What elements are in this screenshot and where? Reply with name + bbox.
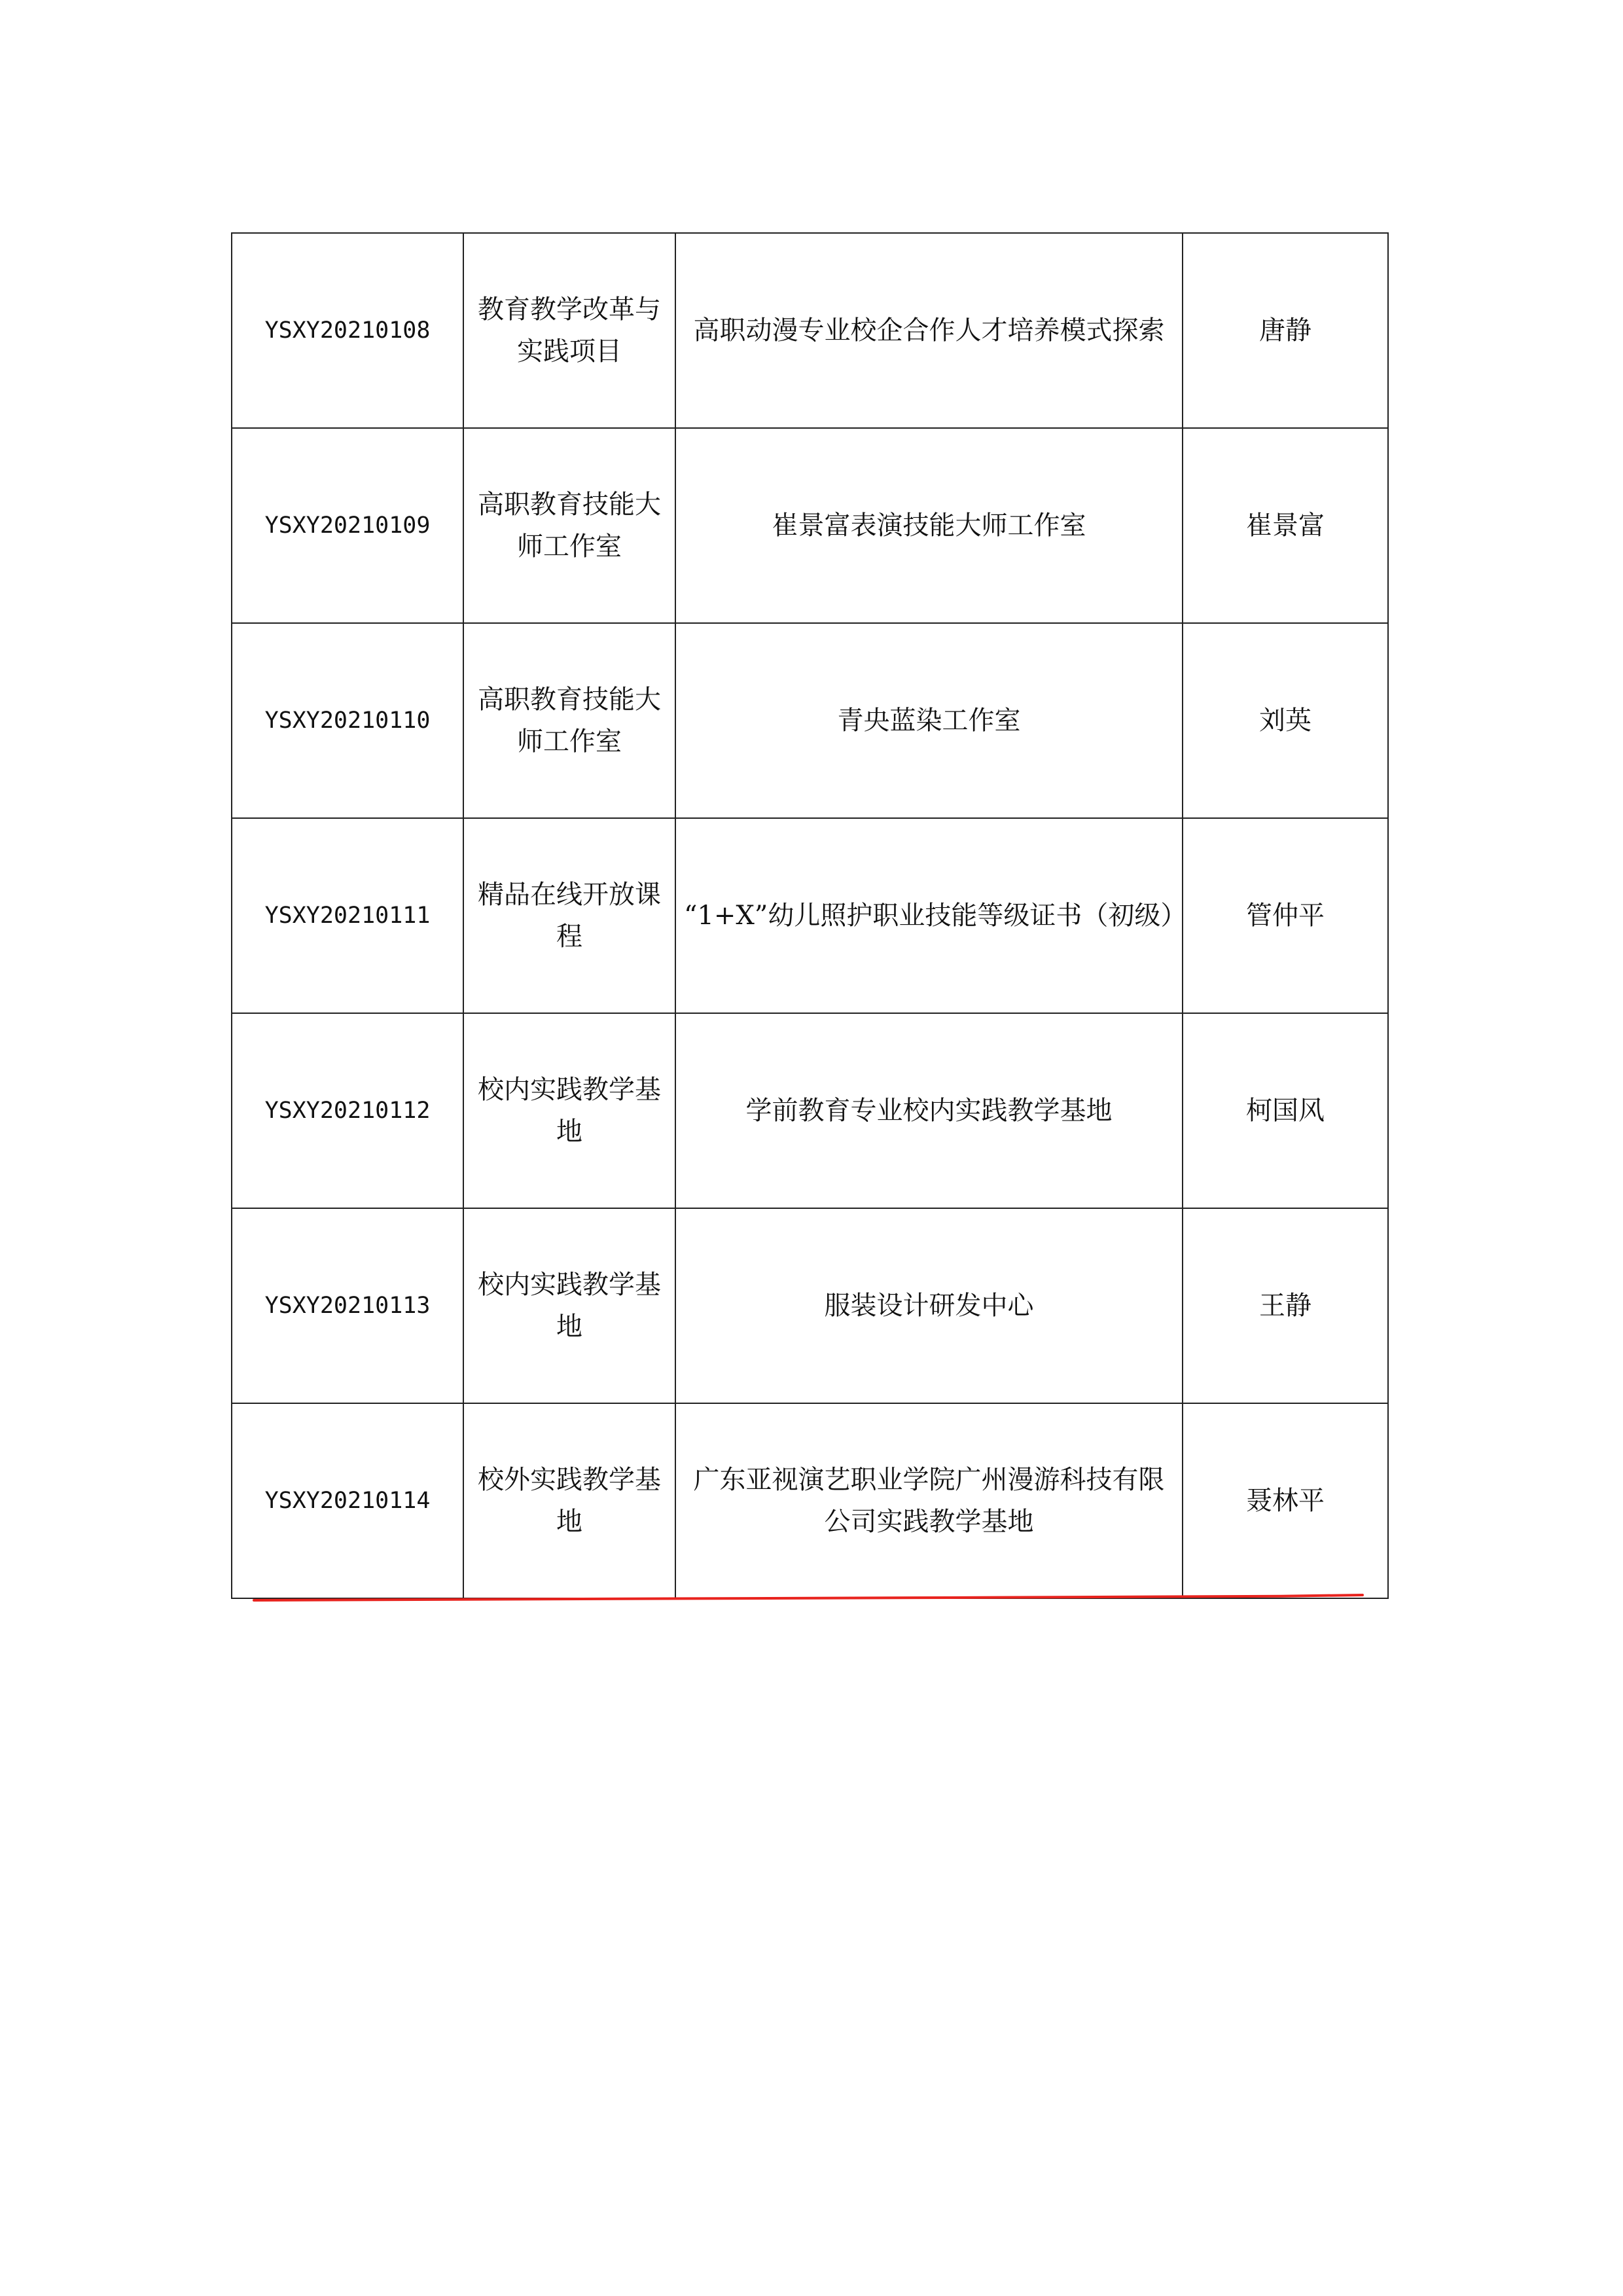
project-category-cell: 校内实践教学基地 [463, 1208, 675, 1403]
project-code-cell: YSXY20210113 [232, 1208, 463, 1403]
project-title-cell: 青央蓝染工作室 [675, 623, 1183, 818]
project-code-cell: YSXY20210114 [232, 1403, 463, 1598]
table-row [232, 818, 1388, 1013]
project-leader-cell: 刘英 [1183, 623, 1388, 818]
project-leader-cell: 管仲平 [1183, 818, 1388, 1013]
project-category-cell: 高职教育技能大师工作室 [463, 623, 675, 818]
project-title-cell: 服装设计研发中心 [675, 1208, 1183, 1403]
table-row [232, 428, 1388, 623]
project-code-cell: YSXY20210111 [232, 818, 463, 1013]
project-code-cell: YSXY20210112 [232, 1013, 463, 1208]
table-row [232, 1403, 1388, 1598]
table-row [232, 1208, 1388, 1403]
project-category-cell: 校外实践教学基地 [463, 1403, 675, 1598]
project-code-cell: YSXY20210110 [232, 623, 463, 818]
project-code-cell: YSXY20210108 [232, 233, 463, 428]
table-row [232, 1013, 1388, 1208]
project-title-cell: 学前教育专业校内实践教学基地 [675, 1013, 1183, 1208]
project-leader-cell: 柯国风 [1183, 1013, 1388, 1208]
project-leader-cell: 王静 [1183, 1208, 1388, 1403]
table-row [232, 623, 1388, 818]
project-title-cell: “1+X”幼儿照护职业技能等级证书（初级） [675, 818, 1183, 1013]
table-row [232, 233, 1388, 428]
project-category-cell: 高职教育技能大师工作室 [463, 428, 675, 623]
project-title-cell: 广东亚视演艺职业学院广州漫游科技有限公司实践教学基地 [675, 1403, 1183, 1598]
project-category-cell: 教育教学改革与实践项目 [463, 233, 675, 428]
project-table [231, 232, 1389, 1599]
project-title-cell: 高职动漫专业校企合作人才培养模式探索 [675, 233, 1183, 428]
project-leader-cell: 唐静 [1183, 233, 1388, 428]
project-title-cell: 崔景富表演技能大师工作室 [675, 428, 1183, 623]
project-code-cell: YSXY20210109 [232, 428, 463, 623]
project-category-cell: 精品在线开放课程 [463, 818, 675, 1013]
project-category-cell: 校内实践教学基地 [463, 1013, 675, 1208]
project-leader-cell: 崔景富 [1183, 428, 1388, 623]
project-leader-cell: 聂林平 [1183, 1403, 1388, 1598]
